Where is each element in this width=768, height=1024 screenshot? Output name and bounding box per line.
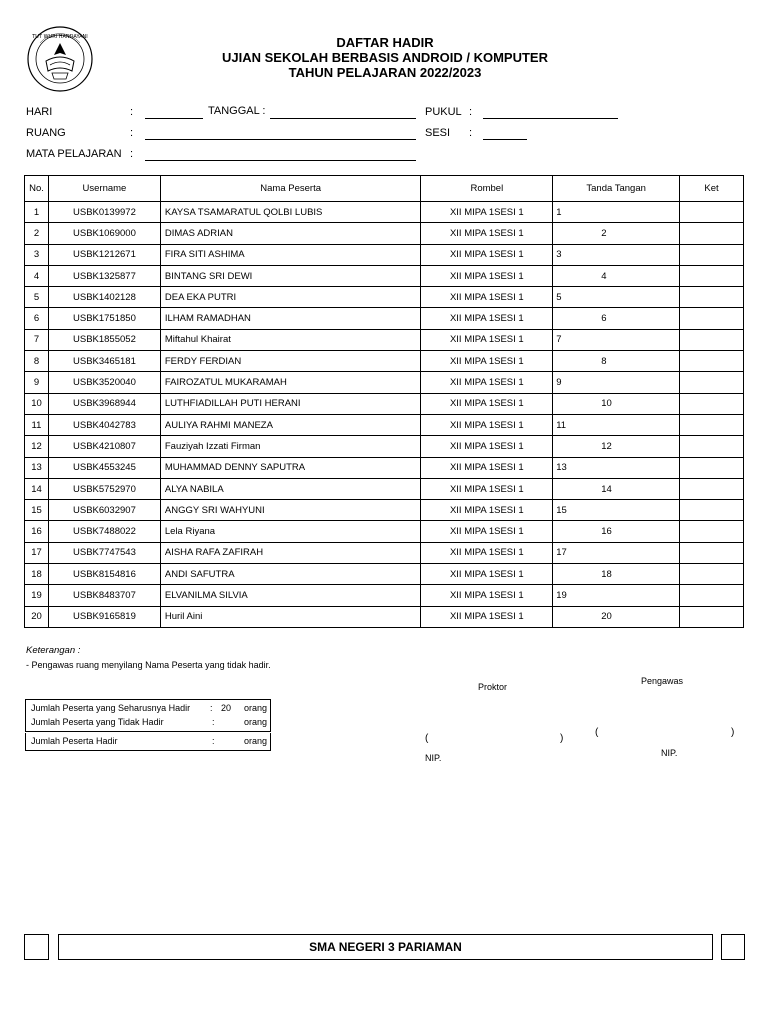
cell-nama-peserta: FERDY FERDIAN: [160, 351, 421, 372]
label-mata-pelajaran: MATA PELAJARAN: [26, 148, 122, 160]
cell-tanda-tangan[interactable]: 6: [553, 308, 680, 329]
cell-no: 13: [25, 457, 49, 478]
cell-nama-peserta: AULIYA RAHMI MANEZA: [160, 414, 421, 435]
cell-no: 4: [25, 265, 49, 286]
cell-tanda-tangan[interactable]: 7: [553, 329, 680, 350]
cell-nama-peserta: DIMAS ADRIAN: [160, 223, 421, 244]
cell-rombel: XII MIPA 1SESI 1: [421, 585, 553, 606]
cell-tanda-tangan[interactable]: 5: [553, 287, 680, 308]
cell-ket[interactable]: [680, 287, 744, 308]
colon: :: [469, 127, 473, 139]
cell-tanda-tangan[interactable]: 2: [553, 223, 680, 244]
cell-nama-peserta: AISHA RAFA ZAFIRAH: [160, 542, 421, 563]
table-row: [25, 223, 744, 244]
cell-ket[interactable]: [680, 308, 744, 329]
colon: :: [130, 106, 134, 118]
colon: :: [469, 106, 473, 118]
cell-nama-peserta: ANGGY SRI WAHYUNI: [160, 500, 421, 521]
cell-username: USBK3968944: [48, 393, 160, 414]
table-row: [25, 542, 744, 563]
label-pukul: PUKUL: [425, 106, 462, 118]
header-rombel: Rombel: [421, 176, 553, 202]
cell-no: 18: [25, 564, 49, 585]
cell-no: 6: [25, 308, 49, 329]
cell-ket[interactable]: [680, 542, 744, 563]
summary-colon: :: [212, 717, 215, 727]
attendance-table: [24, 175, 744, 628]
proktor-label: Proktor: [478, 682, 508, 692]
pengawas-close-paren: ): [731, 727, 735, 738]
title-ujian: UJIAN SEKOLAH BERBASIS ANDROID / KOMPUTER: [222, 50, 548, 65]
cell-rombel: XII MIPA 1SESI 1: [421, 244, 553, 265]
summary-row: [25, 733, 271, 751]
cell-no: 1: [25, 202, 49, 223]
cell-username: USBK8483707: [48, 585, 160, 606]
cell-tanda-tangan[interactable]: 14: [553, 478, 680, 499]
header-nama-peserta: Nama Peserta: [160, 176, 421, 202]
cell-tanda-tangan[interactable]: 10: [553, 393, 680, 414]
table-row: [25, 202, 744, 223]
cell-ket[interactable]: [680, 372, 744, 393]
header-tanda-tangan: Tanda Tangan: [553, 176, 680, 202]
summary-unit: orang: [244, 703, 268, 713]
cell-username: USBK7747543: [48, 542, 160, 563]
table-row: [25, 329, 744, 350]
footer-right-box: [721, 934, 745, 960]
cell-no: 14: [25, 478, 49, 499]
cell-rombel: XII MIPA 1SESI 1: [421, 223, 553, 244]
cell-username: USBK4553245: [48, 457, 160, 478]
summary-label: Jumlah Peserta Hadir: [31, 736, 118, 746]
summary-unit: orang: [244, 717, 268, 727]
cell-ket[interactable]: [680, 329, 744, 350]
cell-nama-peserta: DEA EKA PUTRI: [160, 287, 421, 308]
table-row: [25, 606, 744, 627]
cell-tanda-tangan[interactable]: 17: [553, 542, 680, 563]
cell-username: USBK0139972: [48, 202, 160, 223]
cell-tanda-tangan[interactable]: 15: [553, 500, 680, 521]
cell-ket[interactable]: [680, 436, 744, 457]
summary-box: [25, 699, 271, 751]
cell-ket[interactable]: [680, 265, 744, 286]
label-tanggal: TANGGAL :: [208, 105, 266, 117]
table-row: [25, 500, 744, 521]
cell-no: 10: [25, 393, 49, 414]
cell-rombel: XII MIPA 1SESI 1: [421, 202, 553, 223]
cell-nama-peserta: FAIROZATUL MUKARAMAH: [160, 372, 421, 393]
proktor-open-paren: (: [425, 733, 429, 744]
cell-rombel: XII MIPA 1SESI 1: [421, 351, 553, 372]
footer-school-name: SMA NEGERI 3 PARIAMAN: [58, 934, 713, 960]
cell-username: USBK4210807: [48, 436, 160, 457]
summary-colon: :: [212, 736, 215, 746]
cell-username: USBK5752970: [48, 478, 160, 499]
colon: :: [130, 127, 134, 139]
cell-nama-peserta: ANDI SAFUTRA: [160, 564, 421, 585]
table-row: [25, 436, 744, 457]
cell-nama-peserta: FIRA SITI ASHIMA: [160, 244, 421, 265]
title-tahun: TAHUN PELAJARAN 2022/2023: [288, 65, 482, 80]
summary-unit: orang: [244, 736, 268, 746]
cell-rombel: XII MIPA 1SESI 1: [421, 478, 553, 499]
proktor-close-paren: ): [560, 733, 564, 744]
footer-left-box: [24, 934, 49, 960]
cell-username: USBK1325877: [48, 265, 160, 286]
cell-no: 15: [25, 500, 49, 521]
cell-nama-peserta: Miftahul Khairat: [160, 329, 421, 350]
table-row: [25, 351, 744, 372]
cell-rombel: XII MIPA 1SESI 1: [421, 265, 553, 286]
summary-label: Jumlah Peserta yang Tidak Hadir: [31, 717, 164, 727]
table-row: [25, 265, 744, 286]
table-row: [25, 244, 744, 265]
keterangan-note: - Pengawas ruang menyilang Nama Peserta yang tidak hadir.: [26, 660, 271, 670]
svg-text:TUT WURI HANDAYANI: TUT WURI HANDAYANI: [32, 34, 88, 40]
cell-rombel: XII MIPA 1SESI 1: [421, 606, 553, 627]
cell-nama-peserta: Lela Riyana: [160, 521, 421, 542]
cell-username: USBK3465181: [48, 351, 160, 372]
cell-username: USBK8154816: [48, 564, 160, 585]
table-header-row: [25, 176, 744, 202]
cell-ket[interactable]: [680, 606, 744, 627]
cell-rombel: XII MIPA 1SESI 1: [421, 287, 553, 308]
cell-rombel: XII MIPA 1SESI 1: [421, 436, 553, 457]
cell-rombel: XII MIPA 1SESI 1: [421, 308, 553, 329]
cell-ket[interactable]: [680, 223, 744, 244]
cell-nama-peserta: ELVANILMA SILVIA: [160, 585, 421, 606]
cell-rombel: XII MIPA 1SESI 1: [421, 414, 553, 435]
cell-username: USBK4042783: [48, 414, 160, 435]
cell-username: USBK1212671: [48, 244, 160, 265]
cell-tanda-tangan[interactable]: 11: [553, 414, 680, 435]
cell-no: 20: [25, 606, 49, 627]
cell-rombel: XII MIPA 1SESI 1: [421, 564, 553, 585]
cell-rombel: XII MIPA 1SESI 1: [421, 457, 553, 478]
cell-ket[interactable]: [680, 521, 744, 542]
cell-username: USBK1855052: [48, 329, 160, 350]
tut-wuri-handayani-logo-icon: [26, 25, 94, 93]
cell-no: 8: [25, 351, 49, 372]
cell-nama-peserta: ILHAM RAMADHAN: [160, 308, 421, 329]
cell-rombel: XII MIPA 1SESI 1: [421, 329, 553, 350]
cell-username: USBK1751850: [48, 308, 160, 329]
mapel-field-line[interactable]: [145, 160, 416, 161]
pengawas-open-paren: (: [595, 727, 599, 738]
sesi-field-line[interactable]: [483, 139, 527, 140]
table-row: [25, 564, 744, 585]
header-no: No.: [25, 176, 49, 202]
label-hari: HARI: [26, 106, 53, 118]
cell-ket[interactable]: [680, 202, 744, 223]
cell-ket[interactable]: [680, 457, 744, 478]
cell-tanda-tangan[interactable]: 18: [553, 564, 680, 585]
pengawas-label: Pengawas: [641, 676, 684, 686]
pukul-field-line[interactable]: [483, 118, 618, 119]
cell-no: 17: [25, 542, 49, 563]
cell-tanda-tangan[interactable]: 8: [553, 351, 680, 372]
cell-nama-peserta: KAYSA TSAMARATUL QOLBI LUBIS: [160, 202, 421, 223]
header-ket: Ket: [680, 176, 744, 202]
cell-tanda-tangan[interactable]: 9: [553, 372, 680, 393]
cell-username: USBK3520040: [48, 372, 160, 393]
pengawas-nip: NIP.: [661, 748, 678, 758]
hari-field-line[interactable]: [145, 118, 203, 119]
cell-nama-peserta: Huril Aini: [160, 606, 421, 627]
table-row: [25, 521, 744, 542]
cell-no: 12: [25, 436, 49, 457]
tanggal-field-line[interactable]: [270, 118, 416, 119]
cell-username: USBK6032907: [48, 500, 160, 521]
cell-no: 11: [25, 414, 49, 435]
cell-ket[interactable]: [680, 585, 744, 606]
cell-username: USBK7488022: [48, 521, 160, 542]
table-row: [25, 457, 744, 478]
cell-no: 16: [25, 521, 49, 542]
cell-nama-peserta: Fauziyah Izzati Firman: [160, 436, 421, 457]
cell-nama-peserta: ALYA NABILA: [160, 478, 421, 499]
table-row: [25, 287, 744, 308]
cell-rombel: XII MIPA 1SESI 1: [421, 500, 553, 521]
cell-nama-peserta: LUTHFIADILLAH PUTI HERANI: [160, 393, 421, 414]
cell-tanda-tangan[interactable]: 12: [553, 436, 680, 457]
keterangan-label: Keterangan :: [26, 645, 81, 656]
cell-rombel: XII MIPA 1SESI 1: [421, 372, 553, 393]
cell-ket[interactable]: [680, 244, 744, 265]
cell-tanda-tangan[interactable]: 1: [553, 202, 680, 223]
table-row: [25, 585, 744, 606]
cell-ket[interactable]: [680, 393, 744, 414]
cell-no: 9: [25, 372, 49, 393]
label-ruang: RUANG: [26, 127, 66, 139]
cell-tanda-tangan[interactable]: 20: [553, 606, 680, 627]
summary-label: Jumlah Peserta yang Seharusnya Hadir: [31, 703, 191, 713]
table-row: [25, 393, 744, 414]
header-username: Username: [48, 176, 160, 202]
cell-nama-peserta: MUHAMMAD DENNY SAPUTRA: [160, 457, 421, 478]
table-row: [25, 372, 744, 393]
cell-rombel: XII MIPA 1SESI 1: [421, 542, 553, 563]
cell-tanda-tangan[interactable]: 13: [553, 457, 680, 478]
cell-username: USBK1069000: [48, 223, 160, 244]
cell-tanda-tangan[interactable]: 19: [553, 585, 680, 606]
cell-no: 19: [25, 585, 49, 606]
cell-ket[interactable]: [680, 478, 744, 499]
cell-username: USBK1402128: [48, 287, 160, 308]
cell-username: USBK9165819: [48, 606, 160, 627]
label-sesi: SESI: [425, 127, 451, 139]
cell-ket[interactable]: [680, 500, 744, 521]
title-daftar-hadir: DAFTAR HADIR: [336, 35, 434, 50]
summary-colon: :: [210, 703, 213, 713]
cell-no: 2: [25, 223, 49, 244]
cell-nama-peserta: BINTANG SRI DEWI: [160, 265, 421, 286]
cell-no: 7: [25, 329, 49, 350]
table-row: [25, 414, 744, 435]
colon: :: [130, 148, 134, 160]
cell-ket[interactable]: [680, 414, 744, 435]
cell-ket[interactable]: [680, 351, 744, 372]
cell-no: 3: [25, 244, 49, 265]
summary-row: [25, 714, 271, 732]
table-row: [25, 478, 744, 499]
ruang-field-line[interactable]: [145, 139, 416, 140]
summary-value: 20: [221, 703, 232, 713]
cell-tanda-tangan[interactable]: 4: [553, 265, 680, 286]
cell-no: 5: [25, 287, 49, 308]
proktor-nip: NIP.: [425, 753, 442, 763]
cell-tanda-tangan[interactable]: 16: [553, 521, 680, 542]
table-row: [25, 308, 744, 329]
cell-ket[interactable]: [680, 564, 744, 585]
cell-tanda-tangan[interactable]: 3: [553, 244, 680, 265]
cell-rombel: XII MIPA 1SESI 1: [421, 521, 553, 542]
cell-rombel: XII MIPA 1SESI 1: [421, 393, 553, 414]
